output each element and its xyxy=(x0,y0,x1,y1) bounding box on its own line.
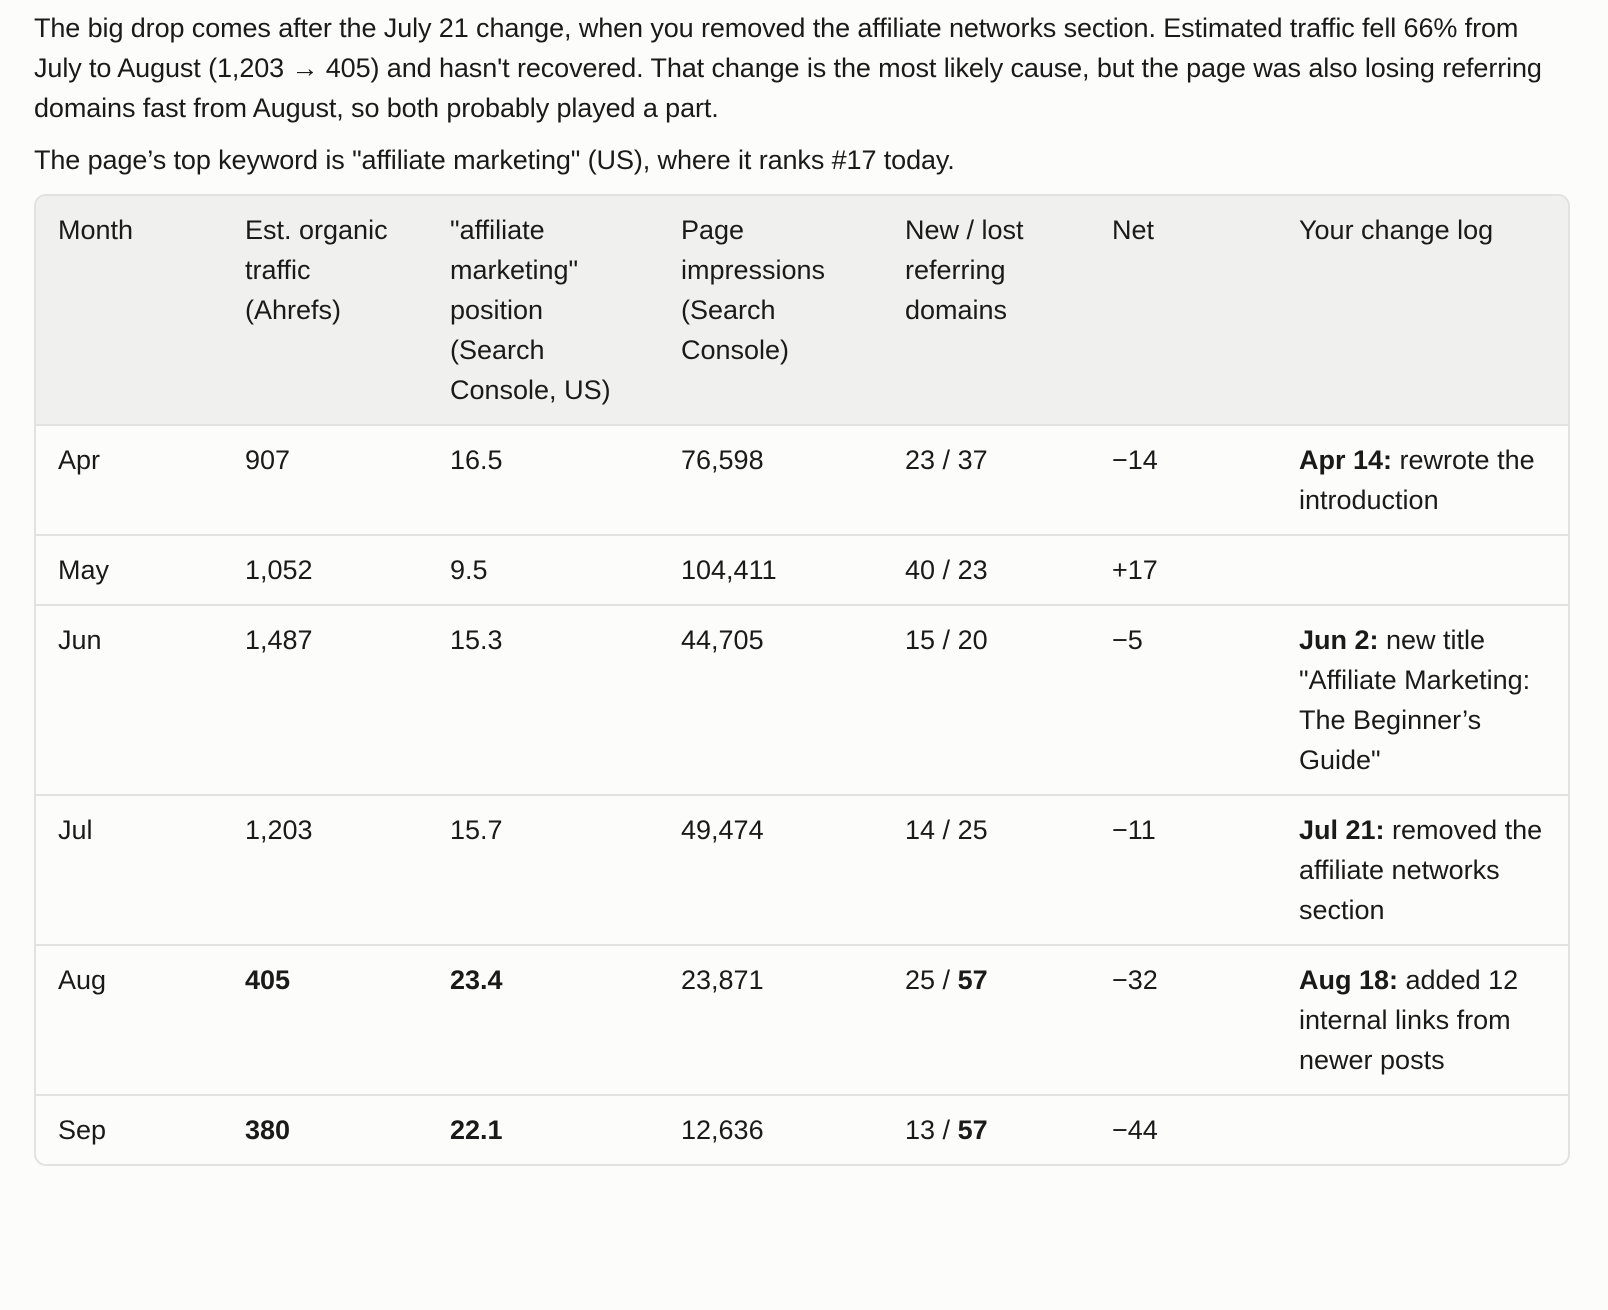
cell-change-log xyxy=(1277,425,1570,535)
lost-domains: 23 xyxy=(957,555,988,585)
cell-net: −32 xyxy=(1090,945,1277,1095)
cell-impressions: 44,705 xyxy=(659,605,883,795)
monthly-data-table xyxy=(36,196,1570,1164)
cell-net: +17 xyxy=(1090,535,1277,605)
table-row xyxy=(36,605,1570,795)
summary-paragraph: The big drop comes after the July 21 change, when you removed the affiliate networks section. Estimated traffic fell 66% from July to August (1,203 → 405) and hasn't recovered. That change is the most likely cause, but the page was also losing referring domains fast from August, so both probably played a part. xyxy=(34,13,1542,123)
cell-position: 22.1 xyxy=(428,1095,659,1164)
table-body xyxy=(36,425,1570,1164)
change-text: removed the affiliate networks section xyxy=(1299,815,1543,925)
table-row xyxy=(36,535,1570,605)
cell-position: 15.3 xyxy=(428,605,659,795)
cell-net: −14 xyxy=(1090,425,1277,535)
header-change-log: Your change log xyxy=(1277,196,1570,425)
response-content xyxy=(34,8,1570,1166)
cell-change-log xyxy=(1277,1095,1570,1164)
cell-position: 23.4 xyxy=(428,945,659,1095)
cell-referring-domains xyxy=(883,945,1090,1095)
cell-referring-domains xyxy=(883,605,1090,795)
new-domains: 23 xyxy=(905,445,936,475)
cell-traffic: 1,203 xyxy=(223,795,428,945)
data-table-card xyxy=(34,194,1570,1166)
domain-separator: / xyxy=(935,445,958,475)
table-header xyxy=(36,196,1570,425)
change-date: Apr 14: xyxy=(1299,445,1393,475)
cell-month: Jul xyxy=(36,795,223,945)
cell-month: May xyxy=(36,535,223,605)
cell-impressions: 12,636 xyxy=(659,1095,883,1164)
cell-referring-domains xyxy=(883,1095,1090,1164)
new-domains: 14 xyxy=(905,815,936,845)
cell-traffic: 380 xyxy=(223,1095,428,1164)
header-net: Net xyxy=(1090,196,1277,425)
cell-position: 15.7 xyxy=(428,795,659,945)
domain-separator: / xyxy=(935,815,958,845)
cell-position: 9.5 xyxy=(428,535,659,605)
domain-separator: / xyxy=(935,625,958,655)
cell-referring-domains xyxy=(883,795,1090,945)
change-text: added 12 internal links from newer posts xyxy=(1299,965,1519,1075)
cell-month: Sep xyxy=(36,1095,223,1164)
table-row xyxy=(36,795,1570,945)
header-traffic: Est. organic traffic (Ahrefs) xyxy=(223,196,428,425)
lost-domains: 37 xyxy=(957,445,988,475)
cell-traffic: 907 xyxy=(223,425,428,535)
new-domains: 25 xyxy=(905,965,936,995)
table-row xyxy=(36,425,1570,535)
lost-domains: 20 xyxy=(957,625,988,655)
new-domains: 15 xyxy=(905,625,936,655)
cell-referring-domains xyxy=(883,425,1090,535)
cell-referring-domains xyxy=(883,535,1090,605)
header-referring-domains: New / lost referring domains xyxy=(883,196,1090,425)
change-text: new title "Affiliate Marketing: The Beginner’s Guide" xyxy=(1299,625,1531,775)
cell-impressions: 104,411 xyxy=(659,535,883,605)
lost-domains: 57 xyxy=(957,1115,988,1145)
cell-traffic: 405 xyxy=(223,945,428,1095)
header-impressions: Page impressions (Search Console) xyxy=(659,196,883,425)
cell-impressions: 23,871 xyxy=(659,945,883,1095)
cell-net: −44 xyxy=(1090,1095,1277,1164)
cell-position: 16.5 xyxy=(428,425,659,535)
new-domains: 40 xyxy=(905,555,936,585)
lost-domains: 57 xyxy=(957,965,988,995)
lost-domains: 25 xyxy=(957,815,988,845)
cell-net: −11 xyxy=(1090,795,1277,945)
keyword-paragraph: The page’s top keyword is "affiliate marketing" (US), where it ranks #17 today. xyxy=(34,145,955,175)
new-domains: 13 xyxy=(905,1115,936,1145)
cell-change-log xyxy=(1277,945,1570,1095)
domain-separator: / xyxy=(935,555,958,585)
cell-month: Apr xyxy=(36,425,223,535)
change-date: Jun 2: xyxy=(1299,625,1379,655)
cell-traffic: 1,052 xyxy=(223,535,428,605)
cell-change-log xyxy=(1277,535,1570,605)
cell-month: Aug xyxy=(36,945,223,1095)
cell-net: −5 xyxy=(1090,605,1277,795)
cell-impressions: 49,474 xyxy=(659,795,883,945)
cell-month: Jun xyxy=(36,605,223,795)
change-date: Jul 21: xyxy=(1299,815,1385,845)
header-row xyxy=(36,196,1570,425)
change-date: Aug 18: xyxy=(1299,965,1399,995)
header-month: Month xyxy=(36,196,223,425)
cell-change-log xyxy=(1277,605,1570,795)
header-position: "affiliate marketing" position (Search Console, US) xyxy=(428,196,659,425)
cell-change-log xyxy=(1277,795,1570,945)
cell-traffic: 1,487 xyxy=(223,605,428,795)
table-row xyxy=(36,945,1570,1095)
domain-separator: / xyxy=(935,1115,958,1145)
domain-separator: / xyxy=(935,965,958,995)
cell-impressions: 76,598 xyxy=(659,425,883,535)
table-row xyxy=(36,1095,1570,1164)
change-text: rewrote the introduction xyxy=(1299,445,1535,515)
